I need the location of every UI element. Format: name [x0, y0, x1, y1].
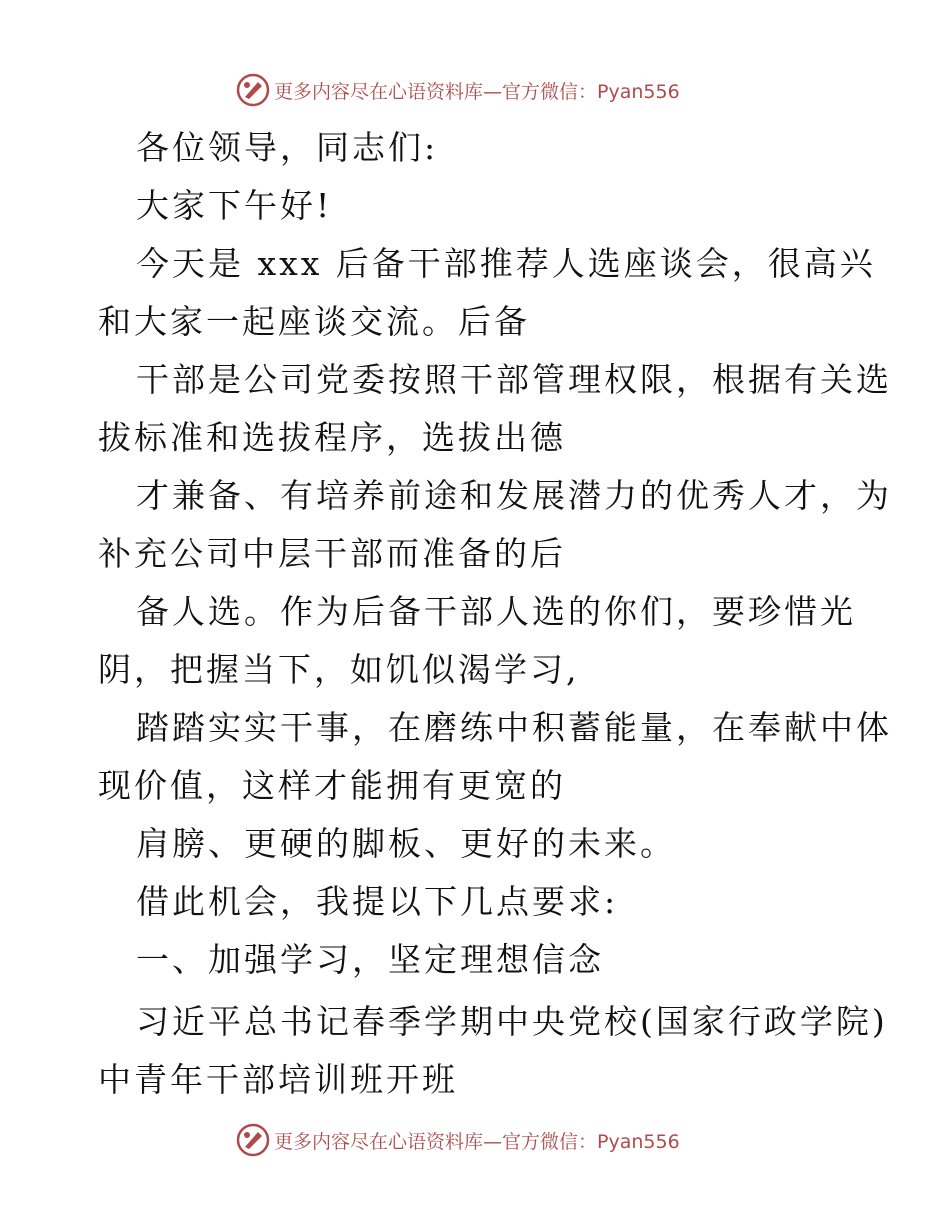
- text-line: 借此机会，我提以下几点要求:: [136, 882, 619, 921]
- header-banner-text: 更多内容尽在心语资料库—官方微信：Pyan556: [274, 80, 680, 103]
- logo-icon: [236, 1123, 270, 1157]
- text-line: 拔标准和选拔程序，选拔出德: [98, 418, 566, 457]
- text-line: 和大家一起座谈交流。后备: [98, 302, 530, 341]
- footer-banner-text: 更多内容尽在心语资料库—官方微信：Pyan556: [274, 1130, 680, 1153]
- text-line: 大家下午好!: [136, 186, 333, 225]
- text-line: 各位领导，同志们:: [136, 128, 439, 167]
- text-line: 今天是 xxx 后备干部推荐人选座谈会，很高兴: [136, 244, 876, 283]
- text-line: 干部是公司党委按照干部管理权限，根据有关选: [136, 360, 892, 399]
- text-line: 补充公司中层干部而准备的后: [98, 534, 566, 573]
- header-banner: [236, 72, 680, 108]
- text-line: 习近平总书记春季学期中央党校(国家行政学院): [136, 1002, 888, 1041]
- text-line: 中青年干部培训班开班: [98, 1060, 458, 1099]
- section-heading: 一、加强学习，坚定理想信念: [136, 940, 604, 979]
- text-line: 阴，把握当下，如饥似渴学习,: [98, 650, 580, 689]
- text-line: 现价值，这样才能拥有更宽的: [98, 766, 566, 805]
- text-line: 踏踏实实干事，在磨练中积蓄能量，在奉献中体: [136, 708, 892, 747]
- text-line: 肩膀、更硬的脚板、更好的未来。: [136, 824, 676, 863]
- footer-banner: [236, 1122, 680, 1158]
- logo-icon: [236, 73, 270, 107]
- text-line: 才兼备、有培养前途和发展潜力的优秀人才，为: [136, 476, 892, 515]
- text-line: 备人选。作为后备干部人选的你们，要珍惜光: [136, 592, 856, 631]
